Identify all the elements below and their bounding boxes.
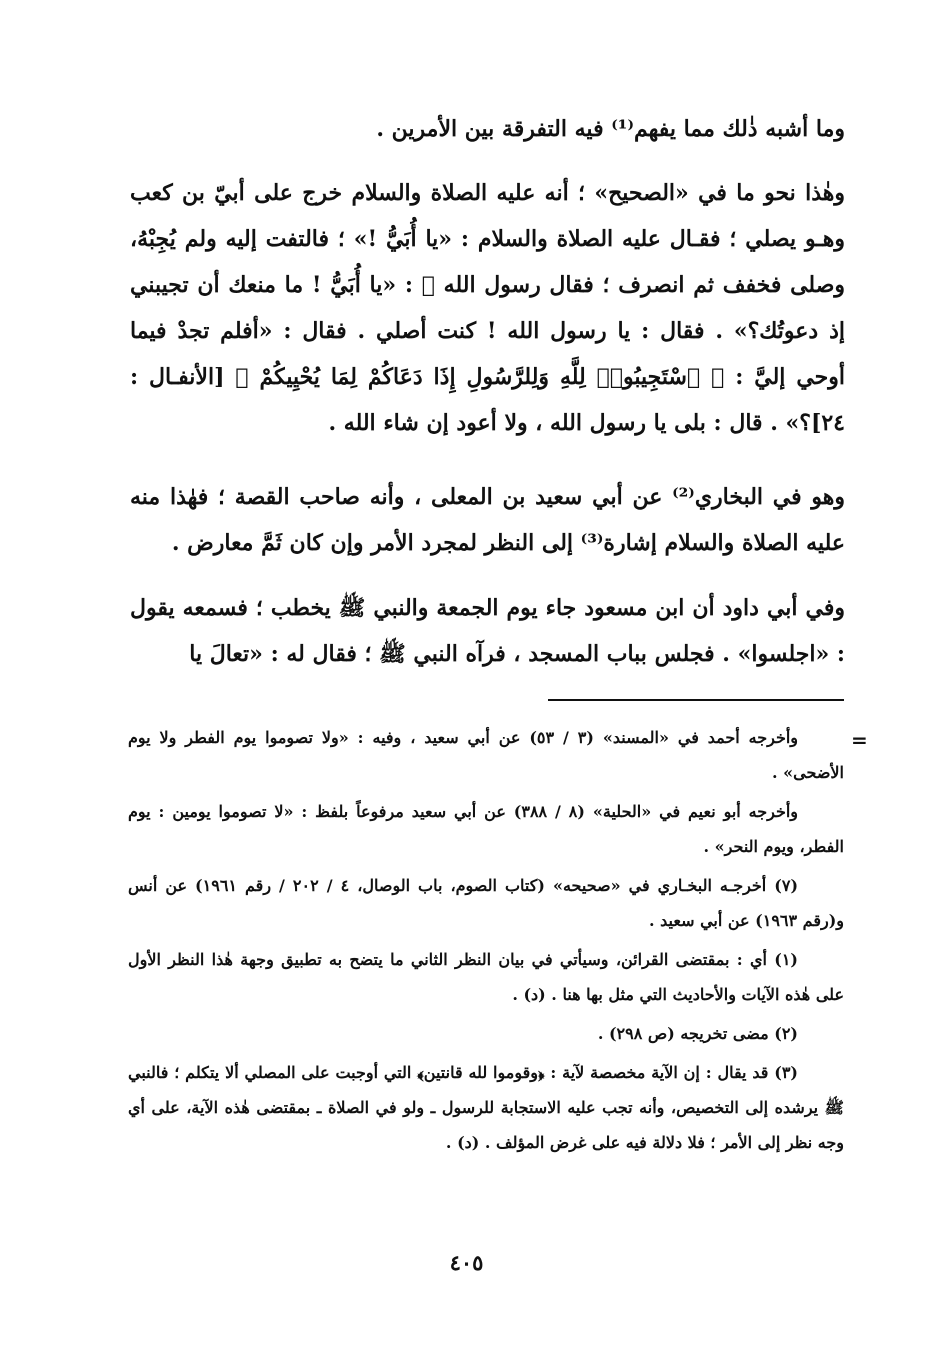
- body-paragraph-2: [130, 170, 845, 446]
- paragraph-text: وهٰذا نحو ما في «الصحيح» ؛ أنه عليه الصلاة والسلام خرج على أبيّ بن كعب وهـو يصلي ؛ فقـال عليه الصلاة والسلام : «يا أُبَيُّ !» ؛ فالتفت إليه ولم يُجِبْهُ، وصلى فخفف ثم انصرف ؛ فقال رسول الله ﷺ : «يا أُبَيُّ ! ما منعك أن تجيبني إذ دعوتُك؟» . فقال : يا رسول الله ! كنت أصلي . فقال : «أفلم تجدْ فيما أوحي إليَّ : ﴿ ٱسْتَجِيبُوا۟ لِلَّهِ وَلِلرَّسُولِ إِذَا دَعَاكُمْ لِمَا يُحْيِيكُمْ ﴾ [الأنفـال : ٢٤]؟» . قال : بلى يا رسول الله ، ولا أعود إن شاء الله .: [130, 180, 845, 436]
- paragraph-text: وفي أبي داود أن ابن مسعود جاء يوم الجمعة والنبي ﷺ يخطب ؛ فسمعه يقول : «اجلسوا» . فجلس بباب المسجد ، فرآه النبي ﷺ ؛ فقال له : «تعالَ يا: [130, 595, 845, 667]
- footnote-item: (٣) قد يقال : إن الآية مخصصة لآية : ﴿وقوموا لله قانتين﴾ التي أوجبت على المصلي ألا يتكلم ؛ فالنبي ﷺ يرشده إلى التخصيص، وأنه تجب عليه الاستجابة للرسول ـ ولو في الصلاة ـ بمقتضى هٰذه الآية، على أي وجه نظر إلى الأمر ؛ فلا دلالة فيه على غرض المؤلف . (د) .: [128, 1063, 844, 1152]
- footnote-continuation-mark: =: [851, 728, 868, 752]
- footnote-item: (١) أي : بمقتضى القرائن، وسيأتي في بيان النظر الثاني ما يتضح به تطبيق وجهة هٰذا النظر الأول على هٰذه الآيات والأحاديث التي مثل بها هنا . (د) .: [128, 950, 844, 1004]
- body-paragraph-4: [130, 585, 845, 677]
- paragraph-text: وما أشبه ذٰلك مما يفهم⁽¹⁾ فيه التفرقة بين الأمرين .: [376, 116, 845, 142]
- footnote-item: وأخرجه أحمد في «المسند» (٣ / ٥٣) عن أبي سعيد ، وفيه : «ولا تصوموا يوم الفطر ولا يوم الأضحى» .: [128, 728, 844, 782]
- footnote-item: (٧) أخرجـه البخـاري في «صحيحه» (كتاب الصوم، باب الوصال، ٤ / ٢٠٢ / رقم ١٩٦١) عن أنس و(رقم ١٩٦٣) عن أبي سعيد .: [128, 876, 844, 930]
- body-paragraph-3: [130, 474, 845, 566]
- footnote-item: وأخرجه أبو نعيم في «الحلية» (٨ / ٣٨٨) عن أبي سعيد مرفوعاً بلفظ : «لا تصوموا يومين : يوم الفطر، ويوم النحر» .: [128, 802, 844, 856]
- footnote-item: (٢) مضى تخريجه (ص ٢٩٨) .: [597, 1024, 798, 1043]
- body-paragraph-1: [130, 106, 845, 152]
- footnotes-section: [128, 720, 844, 1164]
- page-number: ٤٠٥: [449, 1250, 484, 1275]
- footnote-separator-rule: [548, 699, 844, 701]
- paragraph-text: وهو في البخاري⁽²⁾ عن أبي سعيد بن المعلى ، وأنه صاحب القصة ؛ فهٰذا منه عليه الصلاة والسلام إشارة⁽³⁾ إلى النظر لمجرد الأمر وإن كان ثَمَّ معارض .: [130, 484, 845, 556]
